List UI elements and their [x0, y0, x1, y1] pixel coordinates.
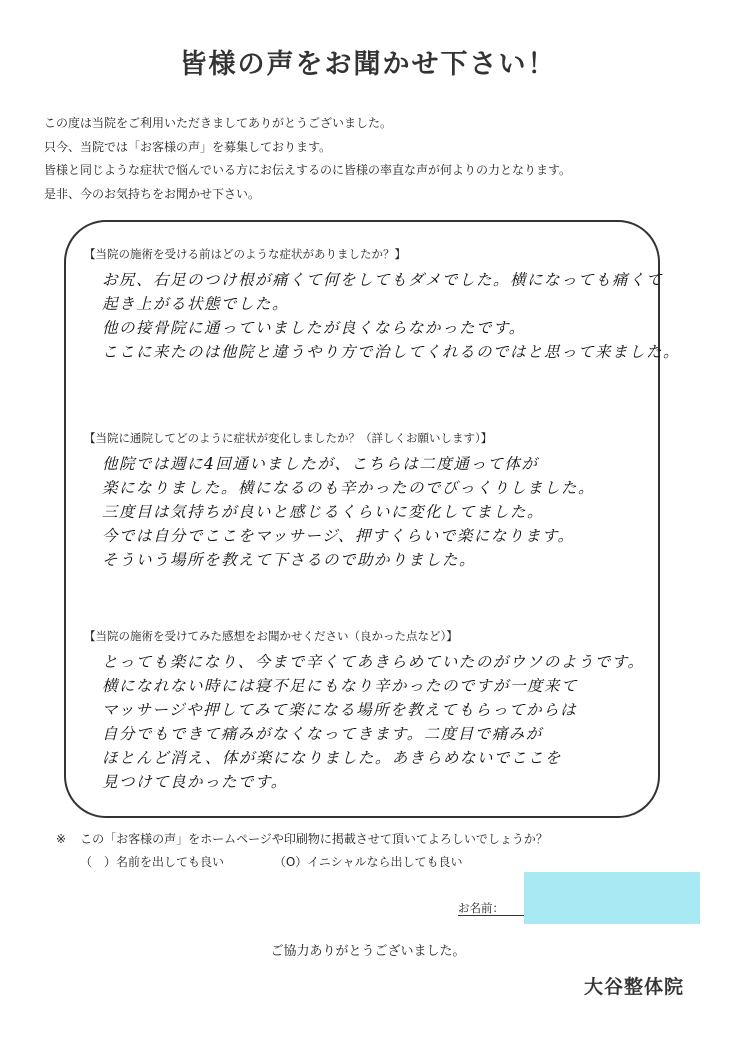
intro-line: この度は当院をご利用いただきましてありがとうございました。 [44, 116, 393, 130]
answer-line: とっても楽になり、今まで辛くてあきらめていたのがウソのようです。 [102, 653, 645, 671]
answer-line: 自分でもできて痛みがなくなってきます。二度目で痛みが [102, 725, 543, 743]
answer-line: お尻、右足のつけ根が痛くて何をしてもダメでした。横になっても痛くて [102, 271, 664, 289]
answer-line: 起き上がる状態でした。 [102, 295, 290, 313]
page-title: 皆様の声をお聞かせ下さい！ [179, 49, 557, 80]
intro-line: 只今、当院では「お客様の声」を募集しております。 [44, 139, 332, 154]
name-underline [458, 915, 524, 916]
answer-line: 横になれない時には寝不足にもなり辛かったのですが一度来て [102, 677, 579, 695]
answer-line: ここに来たのは他院と違うやり方で治してくれるのではと思って来ました。 [102, 343, 681, 361]
answer-line: 他院では週に4回通いましたが、こちらは二度通って体が [102, 455, 539, 473]
publication-options [80, 853, 463, 870]
section-change [84, 430, 644, 572]
thanks-text: ご協力ありがとうございました。 [270, 944, 466, 959]
answer-line: ほとんど消え、体が楽になりました。あきらめないでここを [102, 749, 562, 767]
section-impression [84, 628, 644, 794]
option-full-name[interactable]: （ ）名前を出しても良い [80, 855, 225, 869]
name-label: お名前： [458, 901, 504, 915]
answer-line: そういう場所を教えて下さるので助かりました。 [102, 551, 477, 569]
note-mark: ※ [56, 832, 67, 846]
answer-line: 楽になりました。横になるのも辛かったのでびっくりしました。 [102, 479, 596, 497]
publication-note [56, 830, 548, 847]
answer-line: 他の接骨院に通っていましたが良くならなかったです。 [102, 319, 526, 337]
answer-line: 三度目は気持ちが良いと感じるくらいに変化してました。 [102, 503, 545, 521]
intro-line: 是非、今のお気持ちをお聞かせ下さい。 [44, 186, 261, 201]
intro-text [44, 112, 704, 206]
answer-line: 今では自分でここをマッサージ、押すくらいで楽になります。 [102, 527, 575, 545]
intro-line: 皆様と同じような症状で悩んでいる方にお伝えするのに皆様の率直な声が何よりの力となります。 [44, 163, 572, 177]
answer-line: マッサージや押してみて楽になる場所を教えてもらってからは [102, 701, 578, 719]
question-impression: 【当院の施術を受けてみた感想をお聞かせください（良かった点など）】 [84, 629, 458, 643]
note-text: この「お客様の声」をホームページや印刷物に掲載させて頂いてよろしいでしょうか？ [80, 832, 548, 846]
answer-line: 見つけて良かったです。 [102, 773, 288, 791]
question-change: 【当院に通院してどのように症状が変化しましたか？（詳しくお願いします）】 [84, 431, 493, 445]
name-redaction [524, 872, 700, 924]
section-before-treatment [84, 246, 681, 364]
clinic-name: 大谷整体院 [584, 976, 685, 998]
question-before: 【当院の施術を受ける前はどのような症状がありましたか？】 [84, 247, 406, 261]
option-initials[interactable]: （O）イニシャルなら出しても良い [273, 855, 463, 869]
